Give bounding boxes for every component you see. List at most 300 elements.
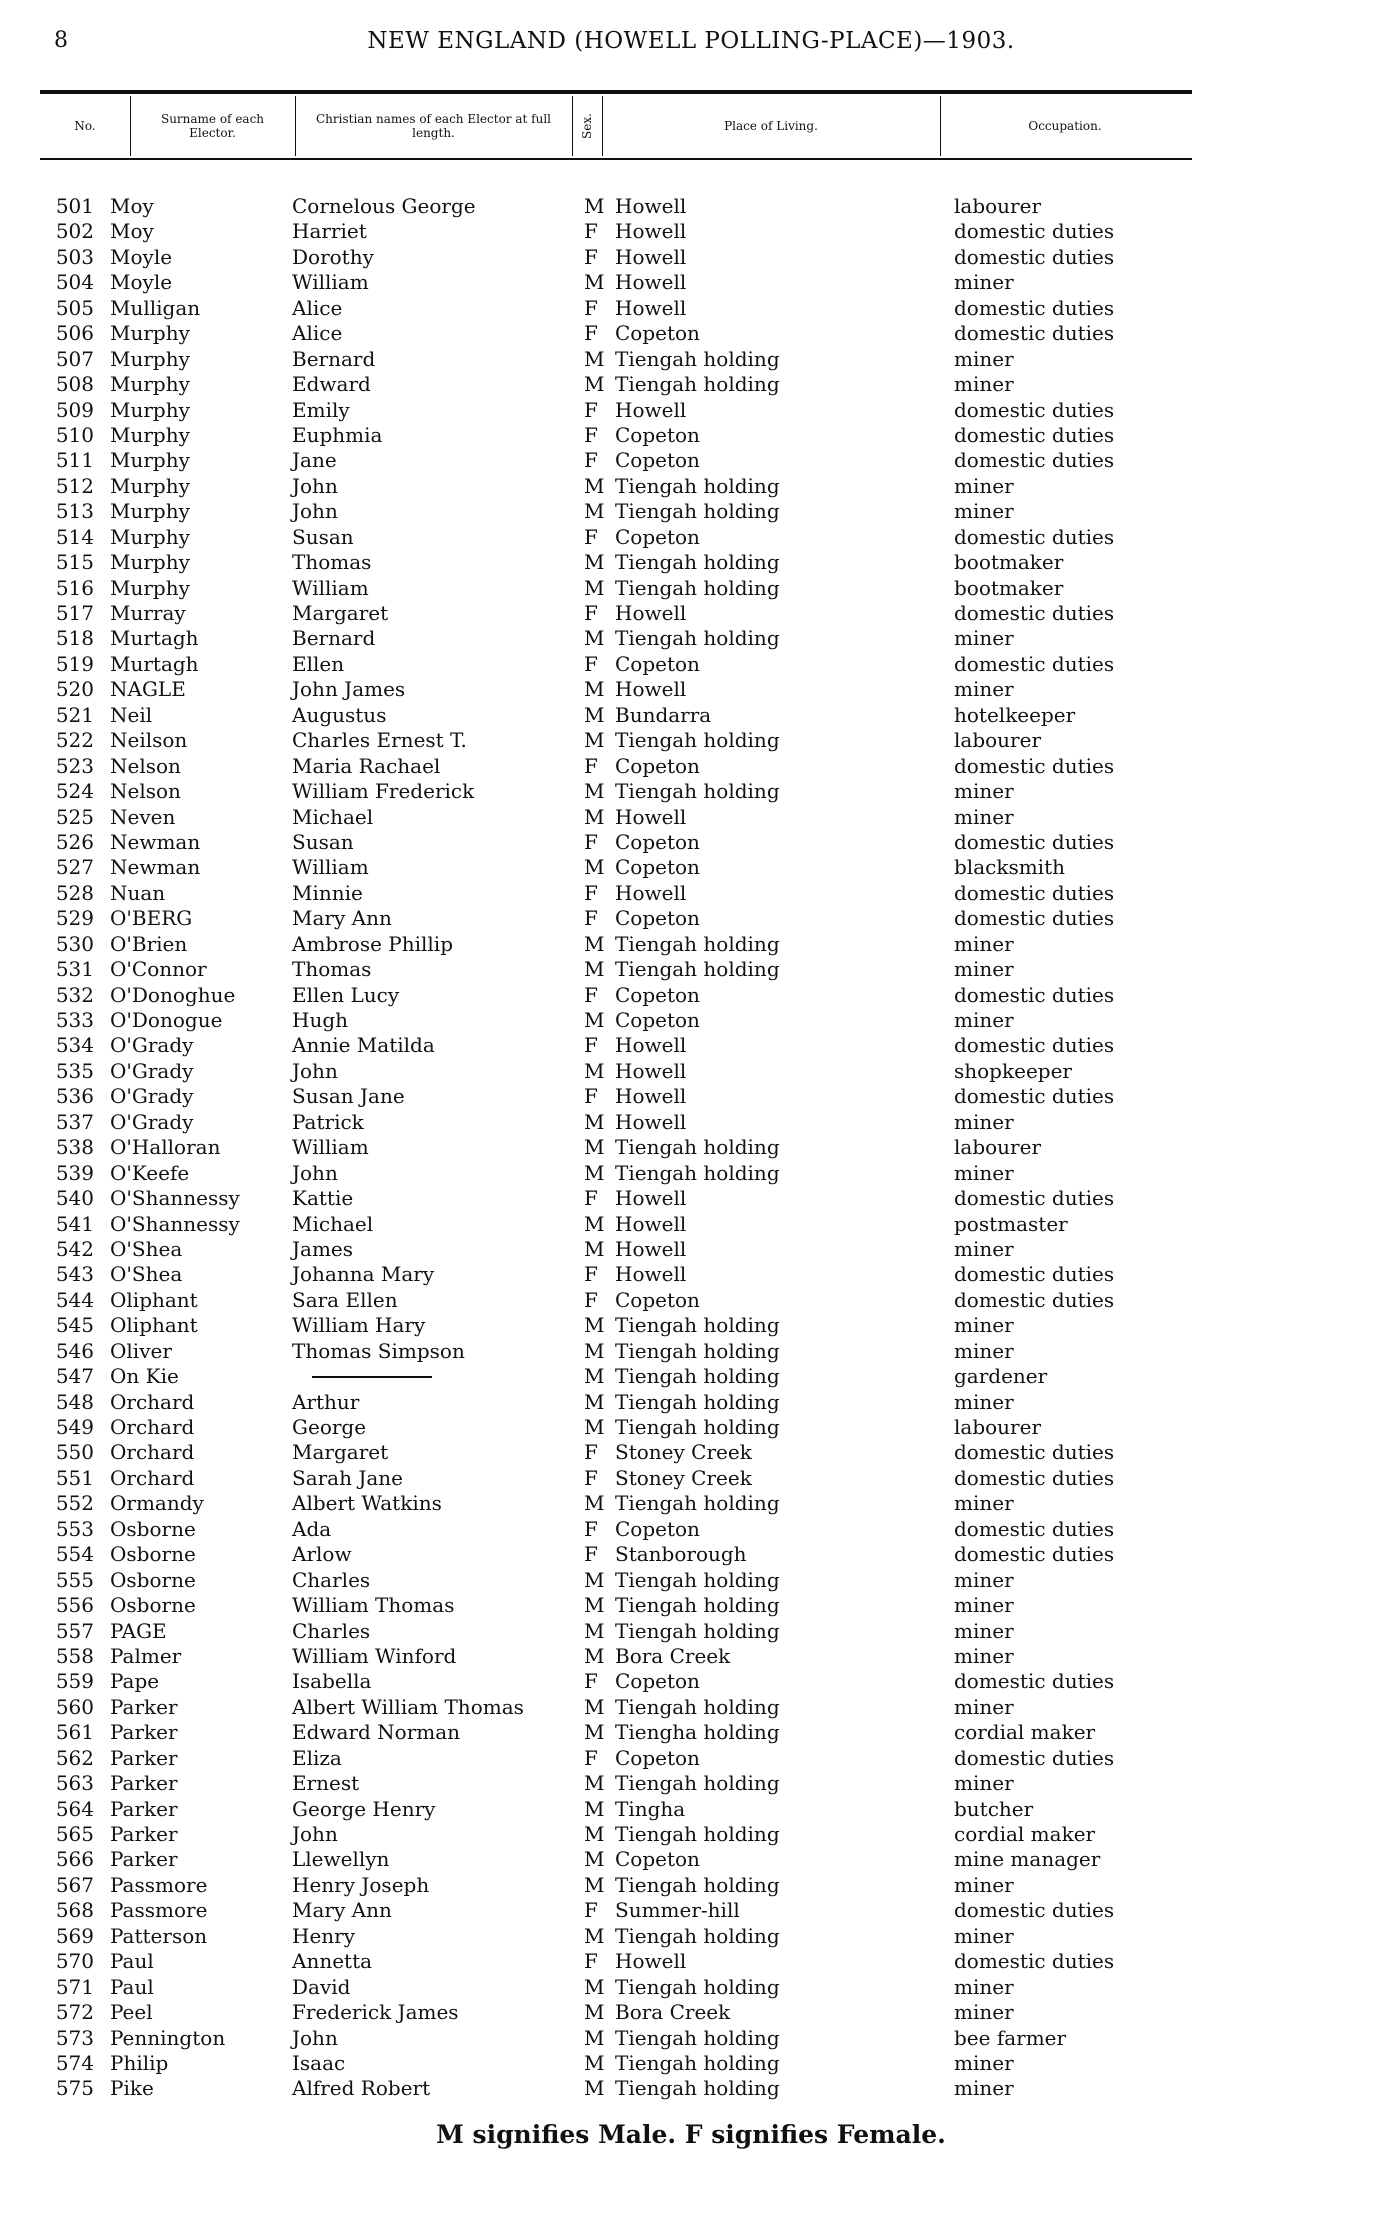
place-cell: Tiengah holding: [615, 499, 780, 524]
christian-names-cell: William: [292, 1135, 369, 1160]
table-row: [0, 677, 1382, 702]
christian-names-cell: Frederick James: [292, 2000, 459, 2025]
surname-cell: Parker: [110, 1796, 178, 1821]
row-number: 545: [55, 1313, 94, 1338]
christian-names-cell: Edward: [292, 372, 371, 397]
occupation-cell: miner: [954, 1923, 1014, 1948]
place-cell: Tiengah holding: [615, 2050, 780, 2075]
place-cell: Howell: [615, 804, 687, 829]
row-number: 547: [55, 1364, 94, 1389]
place-cell: Tiengah holding: [615, 1593, 780, 1618]
row-number: 518: [55, 626, 94, 651]
place-cell: Tiengah holding: [615, 931, 780, 956]
sex-cell: F: [584, 397, 598, 422]
table-row: [0, 906, 1382, 931]
occupation-cell: miner: [954, 1872, 1014, 1897]
christian-names-cell: William Winford: [292, 1643, 457, 1668]
christian-names-cell: Michael: [292, 804, 374, 829]
table-row: [0, 855, 1382, 880]
christian-names-cell: Thomas: [292, 550, 372, 575]
row-number: 570: [55, 1949, 94, 1974]
table-row: [0, 652, 1382, 677]
place-cell: Copeton: [615, 1745, 700, 1770]
sex-cell: F: [584, 1440, 598, 1465]
row-number: 531: [55, 957, 94, 982]
surname-cell: Nuan: [110, 880, 166, 905]
christian-names-cell: Susan: [292, 829, 354, 854]
surname-cell: Newman: [110, 829, 201, 854]
sex-cell: F: [584, 1542, 598, 1567]
table-row: [0, 1364, 1382, 1389]
occupation-cell: miner: [954, 1236, 1014, 1261]
row-number: 573: [55, 2025, 94, 2050]
table-row: [0, 1339, 1382, 1364]
surname-cell: Palmer: [110, 1643, 182, 1668]
place-cell: Copeton: [615, 524, 700, 549]
row-number: 533: [55, 1008, 94, 1032]
row-number: 537: [55, 1109, 94, 1134]
table-row: [0, 423, 1382, 448]
christian-names-cell: Michael: [292, 1211, 374, 1236]
row-number: 522: [55, 728, 94, 753]
row-number: 519: [55, 651, 94, 676]
occupation-cell: miner: [954, 1313, 1014, 1338]
sex-cell: M: [584, 1796, 605, 1821]
place-cell: Tiengah holding: [615, 1364, 780, 1389]
place-cell: Howell: [615, 1236, 687, 1261]
sex-cell: F: [584, 1084, 598, 1109]
header-rule-top: [40, 90, 1192, 94]
place-cell: Bora Creek: [615, 1643, 731, 1668]
christian-names-cell: John: [292, 2025, 338, 2050]
occupation-cell: miner: [954, 1160, 1014, 1185]
surname-cell: Ormandy: [110, 1491, 204, 1516]
sex-cell: F: [584, 601, 598, 625]
sex-cell: F: [584, 651, 598, 676]
page-title: NEW ENGLAND (HOWELL POLLING-PLACE)—1903.: [367, 28, 1015, 54]
row-number: 515: [55, 550, 94, 575]
christian-names-cell: Ellen Lucy: [292, 982, 400, 1007]
christian-names-cell: James: [292, 1236, 354, 1261]
christian-names-cell: George: [292, 1415, 367, 1439]
sex-cell: F: [584, 1516, 598, 1541]
occupation-cell: miner: [954, 779, 1014, 804]
row-number: 517: [55, 601, 94, 625]
surname-cell: Passmore: [110, 1872, 208, 1897]
table-row: [0, 1593, 1382, 1618]
row-number: 509: [55, 397, 94, 422]
place-cell: Howell: [615, 1211, 687, 1236]
occupation-cell: miner: [954, 1618, 1014, 1643]
sex-cell: F: [584, 1745, 598, 1770]
table-row: [0, 601, 1382, 626]
sex-cell: M: [584, 1923, 605, 1948]
row-number: 569: [55, 1923, 94, 1948]
sex-cell: F: [584, 321, 598, 346]
table-row: [0, 576, 1382, 601]
sex-cell: F: [584, 1262, 598, 1287]
table-row: [0, 321, 1382, 346]
place-cell: Howell: [615, 1949, 687, 1974]
table-row: [0, 1975, 1382, 2000]
sex-cell: F: [584, 422, 598, 447]
christian-names-cell: Harriet: [292, 219, 367, 244]
sex-cell: M: [584, 372, 605, 397]
christian-names-cell: Ambrose Phillip: [292, 931, 453, 956]
col-header-place: Place of Living.: [724, 119, 818, 133]
occupation-cell: miner: [954, 372, 1014, 397]
place-cell: Howell: [615, 194, 687, 218]
occupation-cell: miner: [954, 2000, 1014, 2025]
christian-names-cell: Minnie: [292, 880, 363, 905]
table-row: [0, 881, 1382, 906]
surname-cell: Parker: [110, 1771, 178, 1796]
row-number: 521: [55, 702, 94, 727]
row-number: 529: [55, 906, 94, 931]
surname-cell: Neven: [110, 804, 176, 829]
row-number: 530: [55, 931, 94, 956]
christian-names-cell: Maria Rachael: [292, 753, 441, 778]
sex-cell: F: [584, 295, 598, 320]
row-number: 506: [55, 321, 94, 346]
occupation-cell: miner: [954, 1694, 1014, 1719]
surname-cell: Osborne: [110, 1516, 196, 1541]
place-cell: Copeton: [615, 448, 700, 473]
surname-cell: On Kie: [110, 1364, 179, 1389]
surname-cell: Orchard: [110, 1465, 195, 1490]
table-row: [0, 1619, 1382, 1644]
row-number: 560: [55, 1694, 94, 1719]
sex-cell: M: [584, 1313, 605, 1338]
occupation-cell: miner: [954, 2076, 1014, 2101]
christian-names-cell: Thomas Simpson: [292, 1338, 465, 1363]
place-cell: Tiengah holding: [615, 2076, 780, 2101]
table-row: [0, 270, 1382, 295]
sex-cell: M: [584, 1618, 605, 1643]
row-number: 563: [55, 1771, 94, 1796]
occupation-cell: domestic duties: [954, 244, 1115, 269]
table-row: [0, 245, 1382, 270]
occupation-cell: miner: [954, 1771, 1014, 1796]
occupation-cell: domestic duties: [954, 524, 1115, 549]
christian-names-cell: John: [292, 499, 338, 524]
surname-cell: O'Grady: [110, 1084, 194, 1109]
table-row: [0, 1746, 1382, 1771]
sex-cell: F: [584, 880, 598, 905]
row-number: 538: [55, 1135, 94, 1160]
occupation-cell: domestic duties: [954, 321, 1115, 346]
christian-names-cell: Thomas: [292, 957, 372, 982]
surname-cell: O'Shea: [110, 1236, 183, 1261]
table-row: [0, 1008, 1382, 1033]
surname-cell: Orchard: [110, 1415, 195, 1439]
sex-cell: M: [584, 1236, 605, 1261]
surname-cell: Pennington: [110, 2025, 226, 2050]
blank-name-dash: [312, 1376, 432, 1378]
place-cell: Tiengah holding: [615, 1567, 780, 1592]
surname-cell: Murphy: [110, 346, 190, 371]
sex-cell: M: [584, 194, 605, 218]
row-number: 553: [55, 1516, 94, 1541]
surname-cell: Oliphant: [110, 1313, 198, 1338]
occupation-cell: domestic duties: [954, 1186, 1115, 1211]
christian-names-cell: Sarah Jane: [292, 1465, 404, 1490]
row-number: 516: [55, 575, 94, 600]
surname-cell: Osborne: [110, 1567, 196, 1592]
table-row: [0, 1033, 1382, 1058]
place-cell: Tiengah holding: [615, 1313, 780, 1338]
sex-cell: M: [584, 1338, 605, 1363]
place-cell: Copeton: [615, 906, 700, 931]
sex-cell: M: [584, 1872, 605, 1897]
place-cell: Copeton: [615, 1287, 700, 1312]
surname-cell: Osborne: [110, 1593, 196, 1618]
table-row: [0, 1491, 1382, 1516]
surname-cell: Moy: [110, 194, 154, 218]
row-number: 574: [55, 2050, 94, 2075]
surname-cell: Murphy: [110, 575, 190, 600]
occupation-cell: gardener: [954, 1364, 1048, 1389]
table-row: [0, 1644, 1382, 1669]
table-row: [0, 1288, 1382, 1313]
christian-names-cell: Eliza: [292, 1745, 342, 1770]
row-number: 512: [55, 473, 94, 498]
christian-names-cell: Alfred Robert: [292, 2076, 431, 2101]
christian-names-cell: Jane: [292, 448, 337, 473]
place-cell: Howell: [615, 270, 687, 295]
occupation-cell: miner: [954, 499, 1014, 524]
place-cell: Howell: [615, 1186, 687, 1211]
surname-cell: Peel: [110, 2000, 153, 2025]
surname-cell: Parker: [110, 1822, 178, 1846]
row-number: 504: [55, 270, 94, 295]
footer-legend: M signifies Male. F signifies Female.: [436, 2120, 946, 2149]
sex-cell: F: [584, 524, 598, 549]
table-row: [0, 779, 1382, 804]
occupation-cell: domestic duties: [954, 1440, 1115, 1465]
christian-names-cell: Alice: [292, 321, 343, 346]
surname-cell: Murtagh: [110, 651, 199, 676]
surname-cell: O'Halloran: [110, 1135, 221, 1160]
surname-cell: Paul: [110, 1949, 154, 1974]
christian-names-cell: Ada: [292, 1516, 332, 1541]
table-row: [0, 1262, 1382, 1287]
row-number: 540: [55, 1186, 94, 1211]
surname-cell: Nelson: [110, 753, 181, 778]
occupation-cell: bootmaker: [954, 575, 1064, 600]
christian-names-cell: John: [292, 1058, 338, 1083]
surname-cell: O'Shea: [110, 1262, 183, 1287]
place-cell: Bundarra: [615, 702, 712, 727]
table-row: [0, 805, 1382, 830]
surname-cell: O'BERG: [110, 906, 193, 931]
table-row: [0, 1949, 1382, 1974]
occupation-cell: domestic duties: [954, 1287, 1115, 1312]
sex-cell: M: [584, 1593, 605, 1618]
place-cell: Tiengah holding: [615, 1923, 780, 1948]
occupation-cell: miner: [954, 1974, 1014, 1999]
sex-cell: M: [584, 550, 605, 575]
christian-names-cell: Alice: [292, 295, 343, 320]
place-cell: Tiengah holding: [615, 779, 780, 804]
row-number: 542: [55, 1236, 94, 1261]
surname-cell: Moyle: [110, 270, 173, 295]
place-cell: Copeton: [615, 422, 700, 447]
christian-names-cell: Llewellyn: [292, 1847, 390, 1872]
header-rule-bottom: [40, 158, 1192, 160]
row-number: 513: [55, 499, 94, 524]
place-cell: Howell: [615, 1058, 687, 1083]
sex-cell: M: [584, 473, 605, 498]
occupation-cell: labourer: [954, 728, 1042, 753]
sex-cell: F: [584, 1186, 598, 1211]
sex-cell: F: [584, 1949, 598, 1974]
surname-cell: PAGE: [110, 1618, 167, 1643]
occupation-cell: domestic duties: [954, 1949, 1115, 1974]
row-number: 511: [55, 448, 94, 473]
surname-cell: Parker: [110, 1745, 178, 1770]
row-number: 523: [55, 753, 94, 778]
surname-cell: Nelson: [110, 779, 181, 804]
christian-names-cell: Albert Watkins: [292, 1491, 442, 1516]
row-number: 507: [55, 346, 94, 371]
col-header-sex: [572, 96, 602, 156]
place-cell: Copeton: [615, 1669, 700, 1694]
table-row: [0, 983, 1382, 1008]
christian-names-cell: Dorothy: [292, 244, 374, 269]
surname-cell: O'Grady: [110, 1058, 194, 1083]
sex-cell: M: [584, 2000, 605, 2025]
surname-cell: Moyle: [110, 244, 173, 269]
christian-names-cell: Isabella: [292, 1669, 372, 1694]
occupation-cell: miner: [954, 1338, 1014, 1363]
occupation-cell: domestic duties: [954, 295, 1115, 320]
place-cell: Howell: [615, 397, 687, 422]
table-row: [0, 372, 1382, 397]
row-number: 546: [55, 1338, 94, 1363]
christian-names-cell: Henry Joseph: [292, 1872, 430, 1897]
sex-cell: F: [584, 753, 598, 778]
occupation-cell: cordial maker: [954, 1822, 1096, 1846]
place-cell: Howell: [615, 244, 687, 269]
christian-names-cell: William Thomas: [292, 1593, 455, 1618]
occupation-cell: miner: [954, 1567, 1014, 1592]
col-header-christian: [295, 96, 572, 156]
place-cell: Copeton: [615, 1847, 700, 1872]
row-number: 541: [55, 1211, 94, 1236]
occupation-cell: miner: [954, 1593, 1014, 1618]
christian-names-cell: Johanna Mary: [292, 1262, 435, 1287]
row-number: 501: [55, 194, 94, 218]
col-header-surname: [130, 96, 295, 156]
place-cell: Copeton: [615, 855, 700, 880]
table-row: [0, 703, 1382, 728]
occupation-cell: domestic duties: [954, 906, 1115, 931]
sex-cell: M: [584, 855, 605, 880]
sex-cell: M: [584, 1720, 605, 1745]
sex-cell: M: [584, 1415, 605, 1439]
occupation-cell: miner: [954, 677, 1014, 702]
occupation-cell: shopkeeper: [954, 1058, 1072, 1083]
occupation-cell: bootmaker: [954, 550, 1064, 575]
occupation-cell: domestic duties: [954, 1033, 1115, 1058]
christian-names-cell: Mary Ann: [292, 906, 392, 931]
row-number: 505: [55, 295, 94, 320]
occupation-cell: miner: [954, 804, 1014, 829]
table-row: [0, 1568, 1382, 1593]
row-number: 552: [55, 1491, 94, 1516]
table-row: [0, 499, 1382, 524]
sex-cell: M: [584, 779, 605, 804]
occupation-cell: miner: [954, 1109, 1014, 1134]
occupation-cell: mine manager: [954, 1847, 1101, 1872]
surname-cell: Oliver: [110, 1338, 172, 1363]
place-cell: Stoney Creek: [615, 1465, 752, 1490]
occupation-cell: bee farmer: [954, 2025, 1067, 2050]
surname-cell: Pike: [110, 2076, 154, 2101]
christian-names-cell: John: [292, 1822, 338, 1846]
sex-cell: M: [584, 270, 605, 295]
place-cell: Tiengah holding: [615, 346, 780, 371]
place-cell: Tingha: [615, 1796, 686, 1821]
surname-cell: Murray: [110, 601, 186, 625]
occupation-cell: domestic duties: [954, 219, 1115, 244]
place-cell: Tiengah holding: [615, 1694, 780, 1719]
occupation-cell: domestic duties: [954, 422, 1115, 447]
place-cell: Tiengah holding: [615, 1618, 780, 1643]
table-row: [0, 1186, 1382, 1211]
surname-cell: Osborne: [110, 1542, 196, 1567]
christian-names-cell: Albert William Thomas: [292, 1694, 524, 1719]
occupation-cell: domestic duties: [954, 829, 1115, 854]
table-row: [0, 448, 1382, 473]
row-number: 514: [55, 524, 94, 549]
christian-names-cell: Henry: [292, 1923, 356, 1948]
table-row: [0, 398, 1382, 423]
surname-cell: O'Grady: [110, 1033, 194, 1058]
table-row: [0, 296, 1382, 321]
row-number: 502: [55, 219, 94, 244]
occupation-cell: miner: [954, 1389, 1014, 1414]
surname-cell: Orchard: [110, 1389, 195, 1414]
table-row: [0, 1313, 1382, 1338]
sex-cell: M: [584, 1211, 605, 1236]
sex-cell: M: [584, 499, 605, 524]
sex-cell: M: [584, 1160, 605, 1185]
table-row: [0, 1797, 1382, 1822]
occupation-cell: miner: [954, 957, 1014, 982]
col-header-sex-text: Sex.: [580, 113, 594, 139]
place-cell: Tiengah holding: [615, 1771, 780, 1796]
table-row: [0, 2051, 1382, 2076]
christian-names-cell: Bernard: [292, 346, 376, 371]
surname-cell: Murtagh: [110, 626, 199, 651]
row-number: 561: [55, 1720, 94, 1745]
christian-names-cell: Charles: [292, 1618, 371, 1643]
table-row: [0, 1695, 1382, 1720]
table-row: [0, 932, 1382, 957]
occupation-cell: domestic duties: [954, 651, 1115, 676]
occupation-cell: domestic duties: [954, 1745, 1115, 1770]
christian-names-cell: Ernest: [292, 1771, 360, 1796]
surname-cell: O'Donoghue: [110, 982, 236, 1007]
christian-names-cell: Arthur: [292, 1389, 360, 1414]
table-row: [0, 830, 1382, 855]
row-number: 503: [55, 244, 94, 269]
sex-cell: F: [584, 1898, 598, 1923]
occupation-cell: miner: [954, 626, 1014, 651]
table-row: [0, 1771, 1382, 1796]
